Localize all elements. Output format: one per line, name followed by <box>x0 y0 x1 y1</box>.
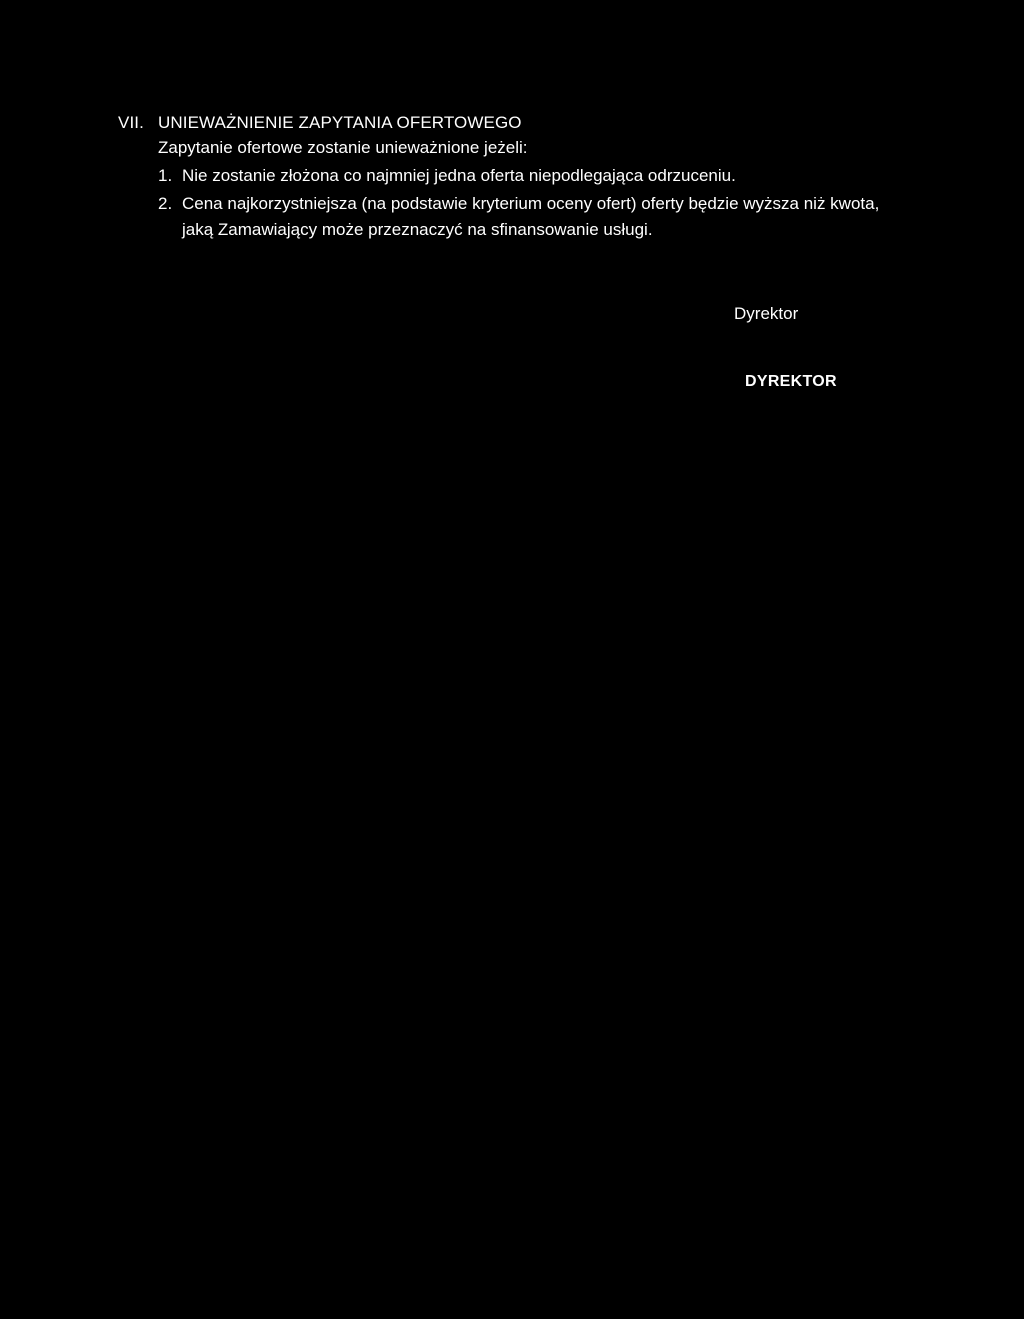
section-title: UNIEWAŻNIENIE ZAPYTANIA OFERTOWEGO <box>158 113 522 132</box>
condition-text-continuation: jaką Zamawiający może przeznaczyć na sfinansowanie usługi. <box>182 220 653 239</box>
condition-number: 1. <box>158 166 173 185</box>
section-number: VII. <box>118 113 144 132</box>
signature-stamp: DYREKTOR <box>745 373 837 390</box>
section-intro: Zapytanie ofertowe zostanie unieważnione jeżeli: <box>158 138 528 157</box>
condition-item-2 <box>158 191 879 243</box>
signature-role: Dyrektor <box>734 304 799 323</box>
condition-text: Cena najkorzystniejsza (na podstawie kryterium oceny ofert) oferty będzie wyższa niż kwota, <box>182 194 880 213</box>
condition-item-1 <box>158 163 736 189</box>
condition-text: Nie zostanie złożona co najmniej jedna oferta niepodlegająca odrzuceniu. <box>182 166 736 185</box>
condition-number: 2. <box>158 194 173 213</box>
section-heading <box>118 111 522 135</box>
